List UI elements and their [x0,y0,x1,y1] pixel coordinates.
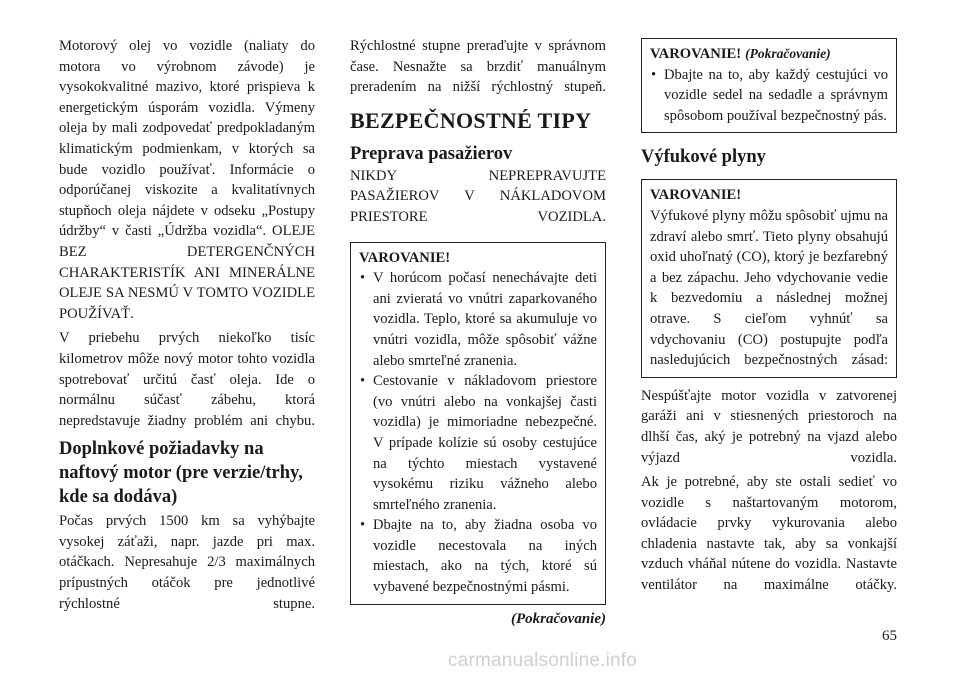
continued-label: (Pokračovanie) [511,610,606,627]
column-left [59,36,315,618]
warning-title [650,44,888,65]
warning-item: • Dbajte na to, aby každý cestujúci vo vozidle sedel na sedadle a správnym spôsobom používal bezpečnostný pás. [650,65,888,127]
garage-paragraph: Nespúšťajte motor vozidla v zatvorenej garáži ani v stiesnených priestoroch na dlhší čas, aký je potrebný na vjazd alebo výjazd vozidla. [641,387,897,466]
continued-label: (Pokračovanie) [745,46,831,61]
ventilation-paragraph: Ak je potrebné, aby ste ostali sedieť vo vozidle s naštartovaným motorom, ovládacie prvky vykurovania alebo chladenia nastavte tak, aby sa vonkajší vzduch vháňal nútene do vozidla. Nastavte ventilátor na maximálne otáčky. [641,474,897,594]
engine-oil-paragraph: Motorový olej vo vozidle (naliaty do motora vo výrobnom závode) je vysokokvalitné mazivo, ktoré prispieva k energetickým úsporám vozidla. Výmeny oleja by mali zodpovedať predpokladaným klimatickým podmienkam, v ktorých sa bude vozidlo používať. Informácie o odporúčanej viskozite a kvalitatívnych stupňoch oleja nájdete v odseku „Postupy údržby“ v časti „Údržba vozidla“. OLEJE BEZ DETERGENČNÝCH CHARAKTERISTÍK ANI MINERÁLNE OLEJE SA NESMÚ V TOMTO VOZIDLE POUŽÍVAŤ. [59,38,315,322]
warning-item: • Cestovanie v nákladovom priestore (vo vnútri alebo na vonkajšej časti vozidla) je mimoriadne nebezpečné. V prípade kolízie sú osoby cestujúce na týchto miestach vystavené vysokému riziku vážneho alebo smrteľného zranenia. [359,371,597,515]
exhaust-warning-text: Výfukové plyny môžu spôsobiť ujmu na zdraví alebo smrť. Tieto plyny obsahujú oxid uhoľnatý (CO), ktorý je bezfarebný a bez zápachu. Jeho vdychovanie vedie k bezvedomiu a následnej možnej otrave. S cieľom vyhnúť sa vdychovaniu (CO) postupujte podľa nasledujúcich bezpečnostných zásad: [650,207,888,369]
warning-title: VAROVANIE! [650,187,742,204]
warning-list [359,268,597,598]
warning-box-continued [641,38,897,133]
passengers-heading: Preprava pasažierov [350,143,513,164]
diesel-break-in-paragraph: Počas prvých 1500 km sa vyhýbajte vysokej záťaži, napr. jazde pri max. otáčkach. Nepresahuje 2/3 maximálnych prípustných otáčok pre jednotlivé rýchlostné stupne. [59,513,315,612]
page-number: 65 [882,628,897,644]
cargo-passengers-paragraph: NIKDY NEPREPRAVUJTE PASAŽIEROV V NÁKLADOVOM PRIESTORE VOZIDLA. [350,167,606,225]
warning-box-passengers [350,242,606,605]
column-middle [350,36,606,628]
exhaust-gases-heading: Výfukové plyny [641,147,766,168]
warning-title: VAROVANIE! [359,249,451,266]
warning-list [650,65,888,127]
gear-shift-paragraph: Rýchlostné stupne preraďujte v správnom čase. Nesnažte sa brzdiť manuálnym preradením na nižší rýchlostný stupeň. [350,38,606,96]
warning-title-text: VAROVANIE! [650,46,742,62]
safety-tips-title: BEZPEČNOSTNÉ TIPY [350,107,592,133]
oil-consumption-paragraph: V priebehu prvých niekoľko tisíc kilometrov môže nový motor tohto vozidla spotrebovať určitú časť oleja. Ide o normálnu súčasť zábehu, ktorá nepredstavuje žiadny problém ani chybu. [59,330,315,429]
warning-item: • V horúcom počasí nenechávajte deti ani zvieratá vo vnútri zaparkovaného vozidla. Teplo, ktoré sa akumuluje vo vnútri vozidla, môže spôsobiť vážne alebo smrteľné zranenia. [359,268,597,371]
warning-box-exhaust [641,179,897,377]
diesel-engine-heading: Doplnkové požiadavky na naftový motor (pre verzie/trhy, kde sa dodáva) [59,439,303,508]
watermark: carmanualsonline.info [448,650,638,671]
warning-item: • Dbajte na to, aby žiadna osoba vo vozidle necestovala na iných miestach, ako na tých, ktoré sú vybavené bezpečnostnými pásmi. [359,515,597,597]
column-right [641,36,897,600]
